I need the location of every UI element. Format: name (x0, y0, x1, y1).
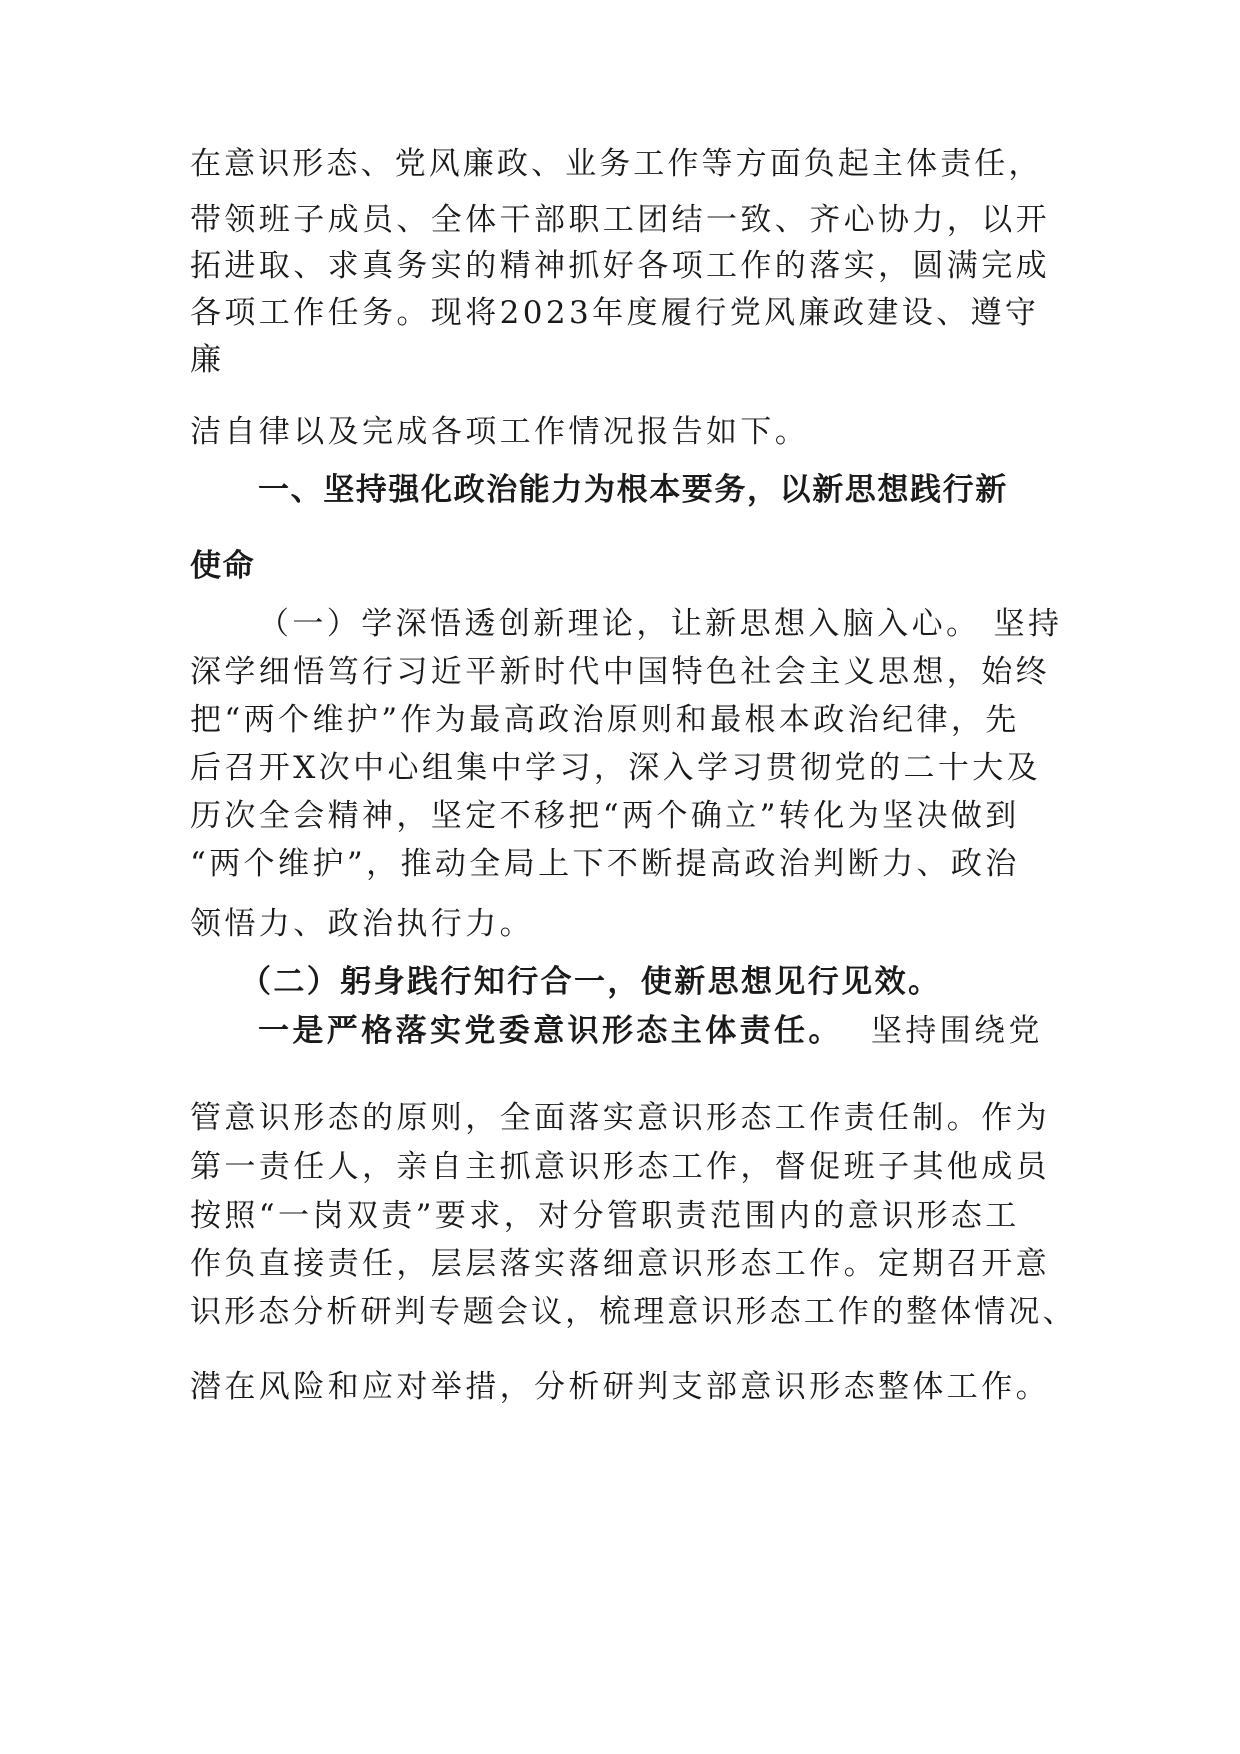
body-text-line: 第一责任人，亲自主抓意识形态工作，督促班子其他成员 (190, 1149, 1050, 1185)
body-text-line: 廉 (190, 342, 225, 378)
lead-phrase: 一是严格落实党委意识形态主体责任。 (258, 1013, 843, 1049)
body-text-line: 带领班子成员、全体干部职工团结一致、齐心协力，以开 (190, 202, 1050, 238)
body-text-line: 领悟力、政治执行力。 (190, 906, 534, 942)
body-text-line: “两个维护”，推动全局上下不断提高政治判断力、政治 (190, 846, 1020, 882)
body-text-line: 后召开X次中心组集中学习，深入学习贯彻党的二十大及 (190, 750, 1042, 786)
section-heading: 一、坚持强化政治能力为根本要务，以新思想践行新 (258, 472, 1008, 508)
lead-continuation: 坚持围绕党 (870, 1013, 1043, 1049)
subsection-heading: （二）躬身践行知行合一，使新思想见行见效。 (240, 964, 942, 1000)
body-text-line: 管意识形态的原则，全面落实意识形态工作责任制。作为 (190, 1100, 1050, 1136)
body-text-line: 按照“一岗双责”要求，对分管职责范围内的意识形态工 (190, 1198, 1020, 1234)
body-text-line: 识形态分析研判专题会议，梳理意识形态工作的整体情况、 (190, 1294, 1077, 1330)
body-text-line: 拓进取、求真务实的精神抓好各项工作的落实，圆满完成 (190, 248, 1050, 284)
body-text-line: 深学细悟笃行习近平新时代中国特色社会主义思想，始终 (190, 654, 1050, 690)
paragraph-lead-line (258, 1011, 1043, 1051)
body-text-line: 在意识形态、党风廉政、业务工作等方面负起主体责任， (190, 146, 1043, 182)
body-text-line: 潜在风险和应对举措，分析研判支部意识形态整体工作。 (190, 1369, 1050, 1405)
body-text-line: 历次全会精神，坚定不移把“两个确立”转化为坚决做到 (190, 798, 1020, 834)
subsection-paragraph-line: （一）学深悟透创新理论，让新思想入脑入心。 坚持 (258, 606, 1063, 642)
body-text-line: 洁自律以及完成各项工作情况报告如下。 (190, 414, 810, 450)
body-text-line: 作负直接责任，层层落实落细意识形态工作。定期召开意 (190, 1246, 1050, 1282)
body-text-line: 把“两个维护”作为最高政治原则和最根本政治纪律，先 (190, 702, 1020, 738)
body-text-line: 各项工作任务。现将2023年度履行党风廉政建设、遵守 (190, 295, 1040, 331)
section-heading-continued: 使命 (190, 548, 256, 584)
